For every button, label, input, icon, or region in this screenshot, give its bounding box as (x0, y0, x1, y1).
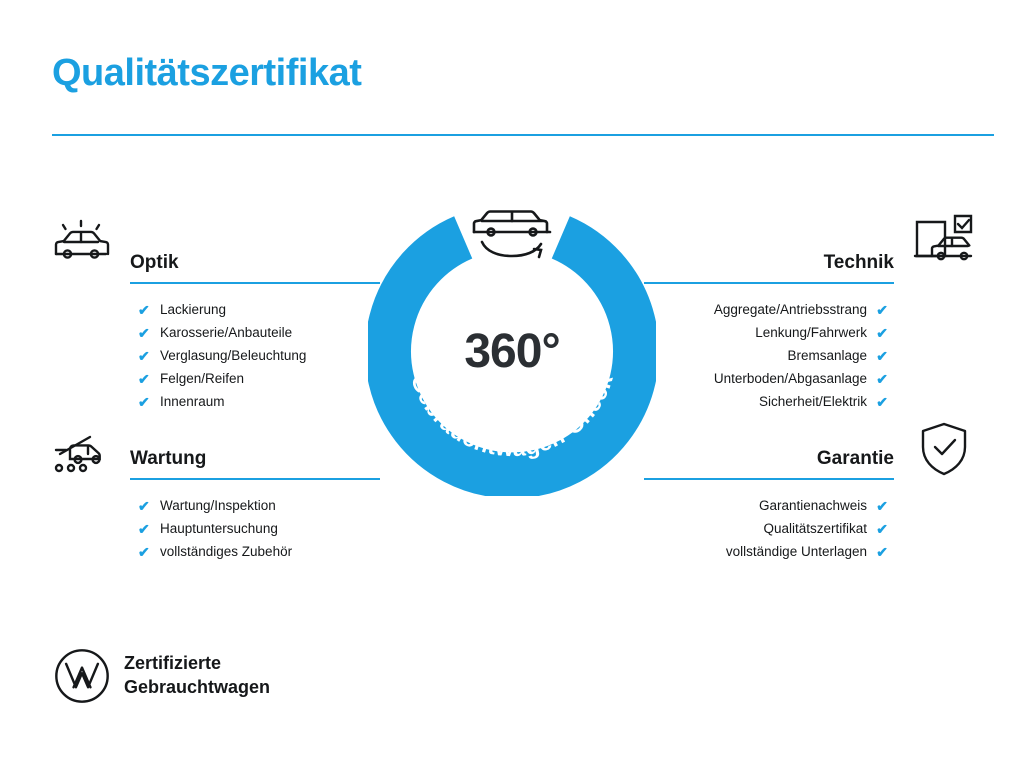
list-item (138, 540, 380, 563)
list-item-label: Garantienachweis (758, 497, 867, 513)
check-icon: ✔ (876, 520, 888, 537)
list-item (644, 367, 888, 390)
section-optik-list (130, 298, 380, 413)
section-garantie-header (644, 434, 894, 468)
car-lift-icon (50, 420, 112, 481)
list-item-label: Qualitätszertifikat (763, 520, 867, 536)
check-icon: ✔ (876, 393, 888, 410)
section-divider (130, 282, 380, 284)
list-item-label: Unterboden/Abgasanlage (713, 370, 867, 386)
list-item-label: Sicherheit/Elektrik (758, 393, 867, 409)
degrees-label: 360° (464, 325, 560, 378)
car-checklist-icon (912, 208, 974, 275)
list-item-label: Felgen/Reifen (160, 370, 245, 386)
center-graphic (368, 196, 656, 496)
section-wartung-header (130, 434, 380, 468)
check-icon: ✔ (876, 370, 888, 387)
check-icon: ✔ (876, 497, 888, 514)
footer-line-2: Gebrauchtwagen (124, 677, 271, 697)
check-icon: ✔ (138, 370, 150, 387)
section-divider (644, 478, 894, 480)
list-item-label: Wartung/Inspektion (160, 497, 276, 513)
list-item (644, 494, 888, 517)
section-title: Technik (823, 252, 894, 273)
footer-text (124, 652, 270, 700)
check-icon: ✔ (138, 520, 150, 537)
check-icon: ✔ (876, 301, 888, 318)
footer-brand (54, 648, 270, 704)
list-item-label: Lenkung/Fahrwerk (755, 324, 867, 340)
page-title: Qualitätszertifikat (52, 52, 362, 94)
list-item-label: Verglasung/Beleuchtung (160, 347, 307, 363)
list-item-label: Lackierung (160, 301, 227, 317)
check-icon: ✔ (876, 543, 888, 560)
check-icon: ✔ (876, 324, 888, 341)
section-garantie-list (644, 494, 894, 563)
list-item-label: Karosserie/Anbauteile (160, 324, 293, 340)
check-icon: ✔ (138, 543, 150, 560)
list-item (138, 390, 380, 413)
check-icon: ✔ (138, 393, 150, 410)
arc-label: Gebrauchtwagen-Check (406, 370, 618, 462)
section-divider (130, 478, 380, 480)
list-item-label: vollständiges Zubehör (160, 543, 293, 559)
list-item (138, 494, 380, 517)
car-polish-icon (50, 210, 112, 277)
section-title: Wartung (130, 448, 207, 469)
list-item (138, 517, 380, 540)
section-title: Garantie (816, 448, 894, 469)
title-divider (52, 134, 994, 136)
list-item-label: Aggregate/Antriebsstrang (713, 301, 867, 317)
list-item-label: vollständige Unterlagen (725, 543, 867, 559)
section-wartung-list (130, 494, 380, 563)
section-garantie (644, 434, 894, 563)
list-item (644, 390, 888, 413)
vw-logo (54, 648, 110, 704)
footer-line-1: Zertifizierte (124, 653, 222, 674)
section-optik (130, 238, 380, 413)
check-icon: ✔ (138, 347, 150, 364)
list-item (138, 321, 380, 344)
shield-check-icon (916, 420, 972, 483)
list-item (644, 298, 888, 321)
list-item-label: Hauptuntersuchung (160, 520, 278, 536)
list-item (138, 344, 380, 367)
list-item-label: Bremsanlage (787, 347, 867, 363)
list-item (644, 344, 888, 367)
check-icon: ✔ (138, 497, 150, 514)
list-item (644, 321, 888, 344)
section-technik (644, 238, 894, 413)
section-title: Optik (130, 252, 179, 273)
list-item (644, 517, 888, 540)
check-icon: ✔ (138, 324, 150, 341)
section-divider (644, 282, 894, 284)
list-item (138, 367, 380, 390)
list-item-label: Innenraum (160, 393, 225, 409)
check-icon: ✔ (138, 301, 150, 318)
list-item (138, 298, 380, 321)
section-optik-header (130, 238, 380, 272)
section-technik-header (644, 238, 894, 272)
section-technik-list (644, 298, 894, 413)
list-item (644, 540, 888, 563)
check-icon: ✔ (876, 347, 888, 364)
section-wartung (130, 434, 380, 563)
